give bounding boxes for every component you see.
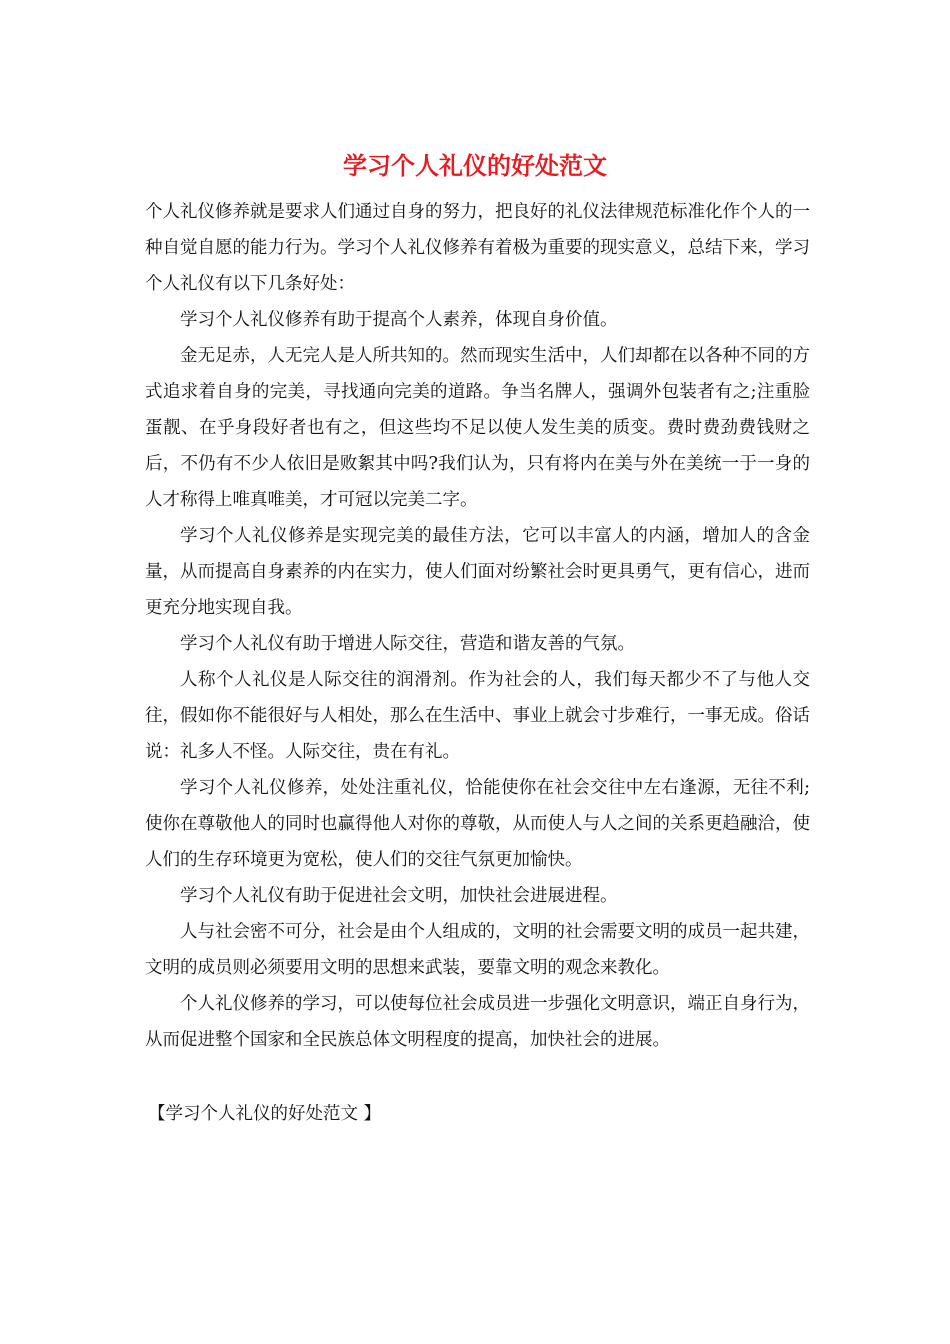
paragraph: 学习个人礼仪修养是实现完美的最佳方法，它可以丰富人的内涵，增加人的含金量，从而提高自身素养的内在实力，使人们面对纷繁社会时更具勇气，更有信心，进而更充分地实现自我。 bbox=[145, 526, 810, 618]
paragraph-intro: 个人礼仪修养就是要求人们通过自身的努力，把良好的礼仪法律规范标准化作个人的一种自觉自愿的能力行为。学习个人礼仪修养有着极为重要的现实意义，总结下来，学习个人礼仪有以下几条好处： bbox=[145, 202, 810, 294]
paragraph: 人称个人礼仪是人际交往的润滑剂。作为社会的人，我们每天都少不了与他人交往，假如你不能很好与人相处，那么在生活中、事业上就会寸步难行，一事无成。俗话说：礼多人不怪。人际交往，贵在有礼。 bbox=[145, 670, 810, 762]
paragraph-heading-1: 学习个人礼仪修养有助于提高个人素养，体现自身价值。 bbox=[180, 310, 618, 330]
paragraph: 人与社会密不可分，社会是由个人组成的，文明的社会需要文明的成员一起共建，文明的成员则必须要用文明的思想来武装，要靠文明的观念来教化。 bbox=[145, 922, 810, 978]
paragraph: 金无足赤，人无完人是人所共知的。然而现实生活中，人们却都在以各种不同的方式追求着自身的完美，寻找通向完美的道路。争当名牌人，强调外包装者有之;注重脸蛋靓、在乎身段好者也有之，但这些均不足以使人发生美的质变。费时费劲费钱财之后，不仍有不少人依旧是败絮其中吗?我们认为，只有将内在美与外在美统一于一身的人才称得上唯真唯美，才可冠以完美二字。 bbox=[145, 346, 810, 510]
paragraph-heading-2: 学习个人礼仪有助于增进人际交往，营造和谐友善的气氛。 bbox=[180, 634, 635, 654]
paragraph-heading-3: 学习个人礼仪有助于促进社会文明，加快社会进展进程。 bbox=[180, 886, 618, 906]
document-footer-title: 【学习个人礼仪的好处范文 】 bbox=[148, 1104, 382, 1124]
document-title: 学习个人礼仪的好处范文 bbox=[343, 151, 607, 180]
paragraph: 个人礼仪修养的学习，可以使每位社会成员进一步强化文明意识，端正自身行为，从而促进整个国家和全民族总体文明程度的提高，加快社会的进展。 bbox=[145, 994, 810, 1050]
document-body bbox=[145, 194, 810, 1058]
paragraph: 学习个人礼仪修养，处处注重礼仪，恰能使你在社会交往中左右逢源，无往不利;使你在尊敬他人的同时也赢得他人对你的尊敬，从而使人与人之间的关系更趋融洽，使人们的生存环境更为宽松，使人们的交往气氛更加愉快。 bbox=[145, 778, 810, 870]
